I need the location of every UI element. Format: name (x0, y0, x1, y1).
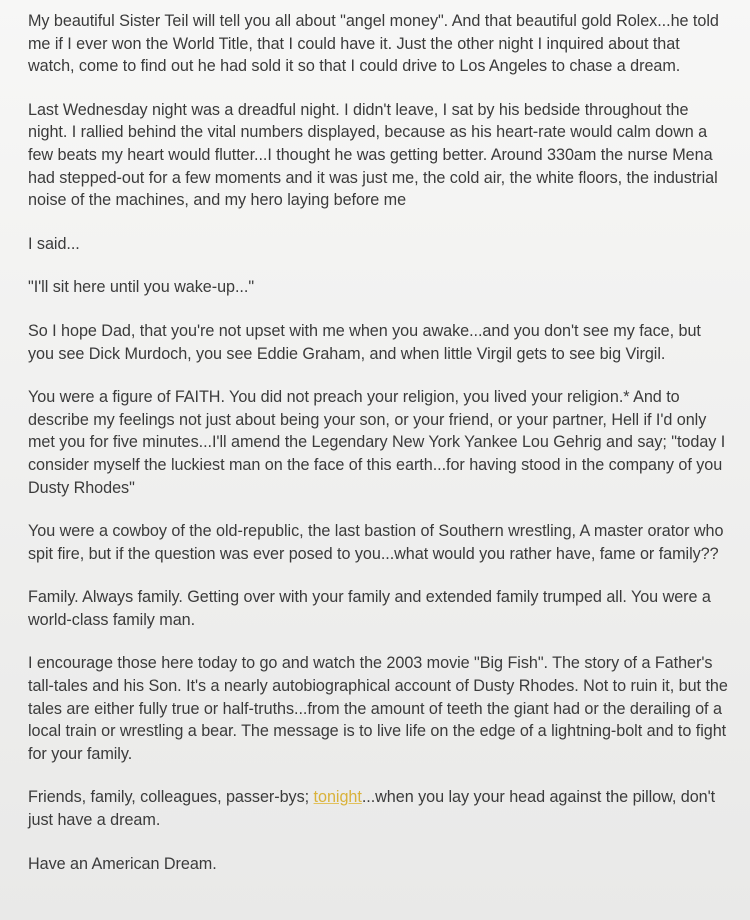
paragraph-big-fish: I encourage those here today to go and watch the 2003 movie "Big Fish". The story of a Father's tall-tales and his Son. It's a nearly autobiographical account of Dusty Rhodes. Not to ruin it, but the tales are either fully true or half-truths...from the amount of teeth the giant had or the derailing of a local train or wrestling a bear. The message is to live life on the edge of a lightning-bolt and to fight for your family. (28, 654, 728, 763)
paragraph-i-said: I said... (28, 234, 80, 253)
closing-text-before: Friends, family, colleagues, passer-bys; (28, 788, 314, 807)
closing-text-after: ...when you lay your head against the pillow, don't just have a dream. (28, 788, 716, 830)
paragraph-wednesday-night: Last Wednesday night was a dreadful night. I didn't leave, I sat by his bedside throughout the night. I rallied behind the vital numbers displayed, because as his heart-rate would calm down a few beats my heart would flutter...I thought he was getting better. Around 330am the nurse Mena had stepped-out for a few moments and it was just me, the cold air, the white floors, the industrial noise of the machines, and my hero laying before me (28, 100, 718, 210)
paragraph-quote-wake-up: "I'll sit here until you wake-up..." (28, 278, 255, 297)
paragraph-family: Family. Always family. Getting over with your family and extended family trumped all. You were a world-class family man. (28, 588, 711, 629)
paragraph-angel-money: My beautiful Sister Teil will tell you all about "angel money". And that beautiful gold Rolex...he told me if I ever won the World Title, that I could have it. Just the other night I inquired about that watch, come to find out he had sold it so that I could drive to Los Angeles to chase a dream. (28, 12, 719, 76)
paragraph-closing (28, 786, 728, 831)
paragraph-hope-dad: So I hope Dad, that you're not upset with me when you awake...and you don't see my face, but you see Dick Murdoch, you see Eddie Graham, and when little Virgil gets to see big Virgil. (28, 321, 701, 363)
paragraph-faith: You were a figure of FAITH. You did not preach your religion, you lived your religion.* And to describe my feelings not just about being your son, or your friend, or your partner, Hell if I'd only met you for five minutes...I'll amend the Legendary New York Yankee Lou Gehrig and say; "today I consider myself the luckiest man on the face of this earth...for having stood in the company of you Dusty Rhodes" (28, 388, 726, 497)
tonight-link[interactable]: tonight (313, 788, 362, 807)
paragraph-final-line: Have an American Dream. (28, 854, 217, 873)
paragraph-cowboy: You were a cowboy of the old-republic, the last bastion of Southern wrestling, A master orator who spit fire, but if the question was ever posed to you...what would you rather have, fame or family?? (28, 522, 724, 563)
